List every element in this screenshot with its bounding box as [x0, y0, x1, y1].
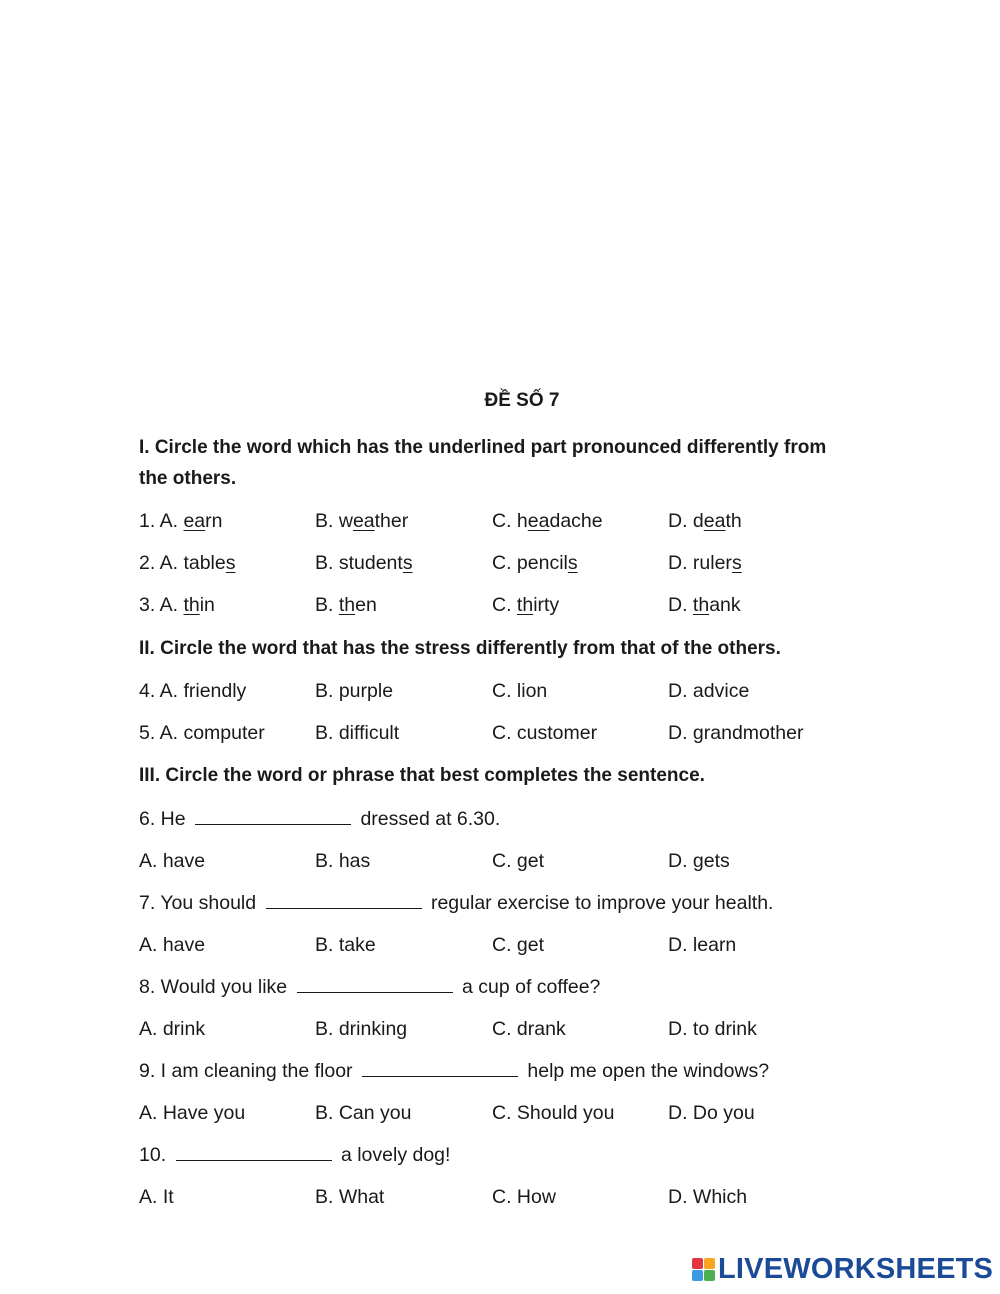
- answer-blank[interactable]: [176, 1142, 332, 1161]
- q1-option-c[interactable]: C. headache: [492, 510, 603, 532]
- q8-option-c[interactable]: C. drank: [492, 1018, 566, 1040]
- q6-option-b[interactable]: B. has: [315, 850, 371, 872]
- q7-option-a[interactable]: A. have: [139, 934, 206, 956]
- q4-option-a[interactable]: 4. A. friendly: [139, 680, 247, 702]
- q3-option-a[interactable]: 3. A. thin: [139, 594, 215, 616]
- q8-option-d[interactable]: D. to drink: [668, 1018, 757, 1040]
- q9-option-c[interactable]: C. Should you: [492, 1102, 615, 1124]
- question-8-stem: 8. Would you like a cup of coffee?: [139, 976, 601, 998]
- logo-mark-icon: [692, 1258, 715, 1281]
- q8-option-b[interactable]: B. drinking: [315, 1018, 408, 1040]
- section-1-heading: I. Circle the word which has the underlined part pronounced differently from the others.: [139, 437, 827, 489]
- page-title: ĐỀ SỐ 7: [484, 390, 560, 411]
- q3-option-b[interactable]: B. then: [315, 594, 377, 616]
- q5-option-c[interactable]: C. customer: [492, 722, 598, 744]
- q6-option-a[interactable]: A. have: [139, 850, 206, 872]
- q8-option-a[interactable]: A. drink: [139, 1018, 206, 1040]
- q9-option-b[interactable]: B. Can you: [315, 1102, 412, 1124]
- answer-blank[interactable]: [266, 890, 422, 909]
- section-3-heading: III. Circle the word or phrase that best completes the sentence.: [139, 765, 705, 786]
- q5-option-b[interactable]: B. difficult: [315, 722, 400, 744]
- question-10-stem: 10. a lovely dog!: [139, 1144, 451, 1166]
- q2-option-d[interactable]: D. rulers: [668, 552, 742, 574]
- q4-option-c[interactable]: C. lion: [492, 680, 548, 702]
- q2-option-c[interactable]: C. pencils: [492, 552, 578, 574]
- q7-option-d[interactable]: D. learn: [668, 934, 737, 956]
- q10-option-a[interactable]: A. It: [139, 1186, 174, 1208]
- q2-option-b[interactable]: B. students: [315, 552, 413, 574]
- question-6-stem: 6. He dressed at 6.30.: [139, 808, 501, 830]
- answer-blank[interactable]: [297, 974, 453, 993]
- q1-option-a[interactable]: 1. A. earn: [139, 510, 223, 532]
- answer-blank[interactable]: [195, 806, 351, 825]
- q9-option-a[interactable]: A. Have you: [139, 1102, 246, 1124]
- question-7-stem: 7. You should regular exercise to improve your health.: [139, 892, 774, 914]
- q3-option-c[interactable]: C. thirty: [492, 594, 560, 616]
- q7-option-c[interactable]: C. get: [492, 934, 545, 956]
- q5-option-d[interactable]: D. grandmother: [668, 722, 804, 744]
- q3-option-d[interactable]: D. thank: [668, 594, 741, 616]
- logo-text: LIVEWORKSHEETS: [718, 1252, 994, 1285]
- q4-option-d[interactable]: D. advice: [668, 680, 750, 702]
- question-9-stem: 9. I am cleaning the floor help me open the windows?: [139, 1060, 770, 1082]
- q4-option-b[interactable]: B. purple: [315, 680, 394, 702]
- q7-option-b[interactable]: B. take: [315, 934, 376, 956]
- q1-option-d[interactable]: D. death: [668, 510, 742, 532]
- q5-option-a[interactable]: 5. A. computer: [139, 722, 265, 744]
- q9-option-d[interactable]: D. Do you: [668, 1102, 755, 1124]
- q10-option-b[interactable]: B. What: [315, 1186, 385, 1208]
- section-2-heading: II. Circle the word that has the stress differently from that of the others.: [139, 638, 781, 659]
- q10-option-c[interactable]: C. How: [492, 1186, 556, 1208]
- q6-option-d[interactable]: D. gets: [668, 850, 730, 872]
- q6-option-c[interactable]: C. get: [492, 850, 545, 872]
- liveworksheets-logo: [692, 1252, 993, 1286]
- answer-blank[interactable]: [362, 1058, 518, 1077]
- q10-option-d[interactable]: D. Which: [668, 1186, 748, 1208]
- q2-option-a[interactable]: 2. A. tables: [139, 552, 236, 574]
- q1-option-b[interactable]: B. weather: [315, 510, 409, 532]
